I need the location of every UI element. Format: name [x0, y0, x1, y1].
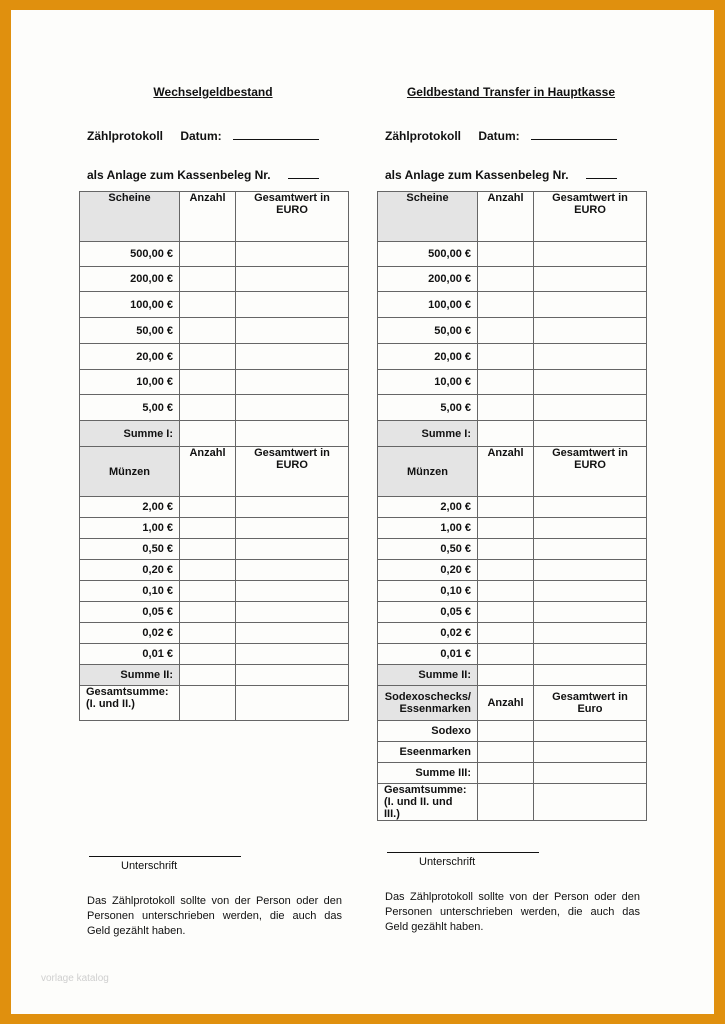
summe-2-gesamt[interactable] [534, 665, 647, 686]
anzahl-cell[interactable] [478, 581, 534, 602]
right-anlage-line [385, 168, 617, 182]
anzahl-cell[interactable] [180, 267, 236, 292]
left-anlage-line [87, 168, 319, 182]
denomination-cell: 0,05 € [378, 602, 478, 623]
right-count-table [377, 191, 647, 821]
anzahl-cell[interactable] [478, 497, 534, 518]
right-anlage-label: als Anlage zum Kassenbeleg Nr. [385, 168, 569, 182]
right-datum-blank[interactable] [531, 129, 617, 140]
gesamtwert-cell[interactable] [534, 518, 647, 539]
gesamtwert-cell[interactable] [236, 242, 349, 267]
gesamtsumme-label [80, 686, 180, 721]
gesamtwert-cell[interactable] [534, 602, 647, 623]
denomination-cell: 100,00 € [80, 292, 180, 318]
denomination-cell: 0,02 € [378, 623, 478, 644]
denomination-cell: 20,00 € [80, 344, 180, 370]
anzahl-header: Anzahl [478, 447, 534, 497]
anzahl-header: Anzahl [478, 686, 534, 721]
summe-1-label: Summe I: [378, 421, 478, 447]
scheine-header: Scheine [378, 192, 478, 242]
gesamtwert-cell[interactable] [236, 344, 349, 370]
gesamtwert-cell[interactable] [534, 497, 647, 518]
anzahl-cell[interactable] [180, 242, 236, 267]
denomination-cell: 1,00 € [80, 518, 180, 539]
gesamtsumme-gesamt[interactable] [534, 784, 647, 821]
anzahl-cell[interactable] [180, 497, 236, 518]
left-count-table [79, 191, 349, 721]
denomination-cell: 0,20 € [80, 560, 180, 581]
left-beleg-blank[interactable] [288, 168, 319, 179]
gesamtwert-cell[interactable] [236, 560, 349, 581]
sodexo-header-line-a: Sodexoschecks/ [384, 691, 471, 703]
gesamtwert-header: Gesamtwert in EURO [534, 447, 647, 497]
denomination-cell: 100,00 € [378, 292, 478, 318]
gesamtwert-header: Gesamtwert in EURO [534, 192, 647, 242]
gesamtsumme-line-a: Gesamtsumme: [86, 686, 169, 698]
anzahl-cell[interactable] [478, 742, 534, 763]
denomination-cell: 5,00 € [80, 395, 180, 421]
denomination-cell: 0,10 € [378, 581, 478, 602]
denomination-cell: 10,00 € [80, 370, 180, 395]
sodexo-header [378, 686, 478, 721]
scheine-header: Scheine [80, 192, 180, 242]
left-datum-label: Datum: [180, 129, 222, 143]
denomination-cell: 500,00 € [378, 242, 478, 267]
denomination-cell: 2,00 € [80, 497, 180, 518]
summe-2-anzahl[interactable] [478, 665, 534, 686]
anzahl-cell[interactable] [180, 623, 236, 644]
gesamtwert-cell[interactable] [236, 497, 349, 518]
denomination-cell: 0,05 € [80, 602, 180, 623]
gesamtwert-cell[interactable] [236, 623, 349, 644]
anzahl-cell[interactable] [478, 518, 534, 539]
gesamtwert-cell[interactable] [534, 623, 647, 644]
summe-3-gesamt[interactable] [534, 763, 647, 784]
summe-1-label: Summe I: [80, 421, 180, 447]
right-datum-label: Datum: [478, 129, 520, 143]
gesamtwert-cell[interactable] [534, 344, 647, 370]
anzahl-header: Anzahl [180, 192, 236, 242]
summe-2-gesamt[interactable] [236, 665, 349, 686]
gesamtwert-header: Gesamtwert in EURO [236, 447, 349, 497]
anzahl-cell[interactable] [478, 644, 534, 665]
gesamtsumme-anzahl[interactable] [478, 784, 534, 821]
right-signature-line[interactable] [387, 852, 539, 853]
right-beleg-blank[interactable] [586, 168, 617, 179]
denomination-cell: 500,00 € [80, 242, 180, 267]
gesamtwert-cell[interactable] [534, 292, 647, 318]
anzahl-cell[interactable] [180, 602, 236, 623]
right-note: Das Zählprotokoll sollte von der Person oder den Personen unterschrieben werden, die auch das Geld gezählt haben. [385, 891, 640, 933]
right-title: Geldbestand Transfer in Hauptkasse [406, 85, 616, 99]
gesamtsumme-line-b: (I. und II.) [86, 698, 135, 710]
gesamtwert-cell[interactable] [534, 581, 647, 602]
gesamtsumme-anzahl[interactable] [180, 686, 236, 721]
denomination-cell: 0,50 € [378, 539, 478, 560]
muenzen-header: Münzen [378, 447, 478, 497]
watermark: vorlage katalog [41, 973, 109, 984]
anzahl-cell[interactable] [478, 267, 534, 292]
left-signature-line[interactable] [89, 856, 241, 857]
summe-1-anzahl[interactable] [478, 421, 534, 447]
gesamtwert-cell[interactable] [534, 721, 647, 742]
gesamtwert-header: Gesamtwert in Euro [534, 686, 647, 721]
denomination-cell: 0,20 € [378, 560, 478, 581]
gesamtwert-cell[interactable] [236, 292, 349, 318]
gesamtwert-cell[interactable] [534, 742, 647, 763]
denomination-cell: 0,02 € [80, 623, 180, 644]
gesamtwert-cell[interactable] [236, 539, 349, 560]
denomination-cell: 0,01 € [378, 644, 478, 665]
gesamtwert-cell[interactable] [236, 602, 349, 623]
anzahl-cell[interactable] [180, 518, 236, 539]
anzahl-cell[interactable] [180, 539, 236, 560]
denomination-cell: 200,00 € [378, 267, 478, 292]
denomination-cell: 2,00 € [378, 497, 478, 518]
gesamtsumme-line-b: (I. und II. und III.) [384, 796, 453, 820]
essenmarken-row-label: Eseenmarken [378, 742, 478, 763]
anzahl-cell[interactable] [478, 344, 534, 370]
anzahl-cell[interactable] [478, 602, 534, 623]
left-title: Wechselgeldbestand [153, 85, 273, 99]
left-protocol-line [87, 129, 319, 143]
sodexo-header-line-b: Essenmarken [399, 703, 471, 715]
gesamtwert-cell[interactable] [236, 267, 349, 292]
gesamtsumme-line-a: Gesamtsumme: [384, 784, 467, 796]
anzahl-cell[interactable] [478, 292, 534, 318]
gesamtwert-cell[interactable] [236, 581, 349, 602]
summe-2-label: Summe II: [80, 665, 180, 686]
anzahl-cell[interactable] [180, 581, 236, 602]
anzahl-cell[interactable] [180, 644, 236, 665]
anzahl-cell[interactable] [478, 395, 534, 421]
anzahl-cell[interactable] [478, 623, 534, 644]
gesamtwert-cell[interactable] [236, 518, 349, 539]
gesamtsumme-label [378, 784, 478, 821]
anzahl-cell[interactable] [478, 370, 534, 395]
summe-3-anzahl[interactable] [478, 763, 534, 784]
denomination-cell: 50,00 € [378, 318, 478, 344]
anzahl-cell[interactable] [180, 318, 236, 344]
left-signature-label: Unterschrift [121, 860, 178, 872]
summe-1-anzahl[interactable] [180, 421, 236, 447]
right-signature-label: Unterschrift [419, 856, 476, 868]
document-page [11, 10, 714, 1014]
gesamtwert-cell[interactable] [534, 370, 647, 395]
anzahl-cell[interactable] [180, 292, 236, 318]
denomination-cell: 5,00 € [378, 395, 478, 421]
anzahl-cell[interactable] [180, 560, 236, 581]
gesamtwert-cell[interactable] [534, 267, 647, 292]
left-note: Das Zählprotokoll sollte von der Person oder den Personen unterschrieben werden, die auch das Geld gezählt haben. [87, 895, 342, 937]
gesamtwert-cell[interactable] [236, 370, 349, 395]
right-protocol-line [385, 129, 617, 143]
sodexo-row-label: Sodexo [378, 721, 478, 742]
anzahl-cell[interactable] [478, 721, 534, 742]
summe-3-label: Summe III: [378, 763, 478, 784]
denomination-cell: 0,10 € [80, 581, 180, 602]
gesamtwert-header: Gesamtwert in EURO [236, 192, 349, 242]
denomination-cell: 200,00 € [80, 267, 180, 292]
anzahl-cell[interactable] [180, 395, 236, 421]
gesamtwert-cell[interactable] [236, 395, 349, 421]
gesamtwert-cell[interactable] [534, 318, 647, 344]
anzahl-cell[interactable] [478, 539, 534, 560]
anzahl-cell[interactable] [180, 370, 236, 395]
denomination-cell: 10,00 € [378, 370, 478, 395]
summe-1-gesamt[interactable] [236, 421, 349, 447]
gesamtwert-cell[interactable] [534, 560, 647, 581]
gesamtwert-cell[interactable] [534, 395, 647, 421]
anzahl-header: Anzahl [478, 192, 534, 242]
gesamtwert-cell[interactable] [534, 539, 647, 560]
left-zahlprotokoll-label: Zählprotokoll [87, 129, 163, 143]
anzahl-cell[interactable] [180, 344, 236, 370]
left-datum-blank[interactable] [233, 129, 319, 140]
left-anlage-label: als Anlage zum Kassenbeleg Nr. [87, 168, 271, 182]
gesamtwert-cell[interactable] [236, 318, 349, 344]
gesamtwert-cell[interactable] [236, 644, 349, 665]
muenzen-header: Münzen [80, 447, 180, 497]
denomination-cell: 1,00 € [378, 518, 478, 539]
denomination-cell: 50,00 € [80, 318, 180, 344]
summe-2-label: Summe II: [378, 665, 478, 686]
anzahl-header: Anzahl [180, 447, 236, 497]
right-zahlprotokoll-label: Zählprotokoll [385, 129, 461, 143]
denomination-cell: 0,01 € [80, 644, 180, 665]
gesamtsumme-gesamt[interactable] [236, 686, 349, 721]
denomination-cell: 0,50 € [80, 539, 180, 560]
anzahl-cell[interactable] [478, 318, 534, 344]
gesamtwert-cell[interactable] [534, 644, 647, 665]
summe-2-anzahl[interactable] [180, 665, 236, 686]
anzahl-cell[interactable] [478, 242, 534, 267]
anzahl-cell[interactable] [478, 560, 534, 581]
denomination-cell: 20,00 € [378, 344, 478, 370]
gesamtwert-cell[interactable] [534, 242, 647, 267]
summe-1-gesamt[interactable] [534, 421, 647, 447]
